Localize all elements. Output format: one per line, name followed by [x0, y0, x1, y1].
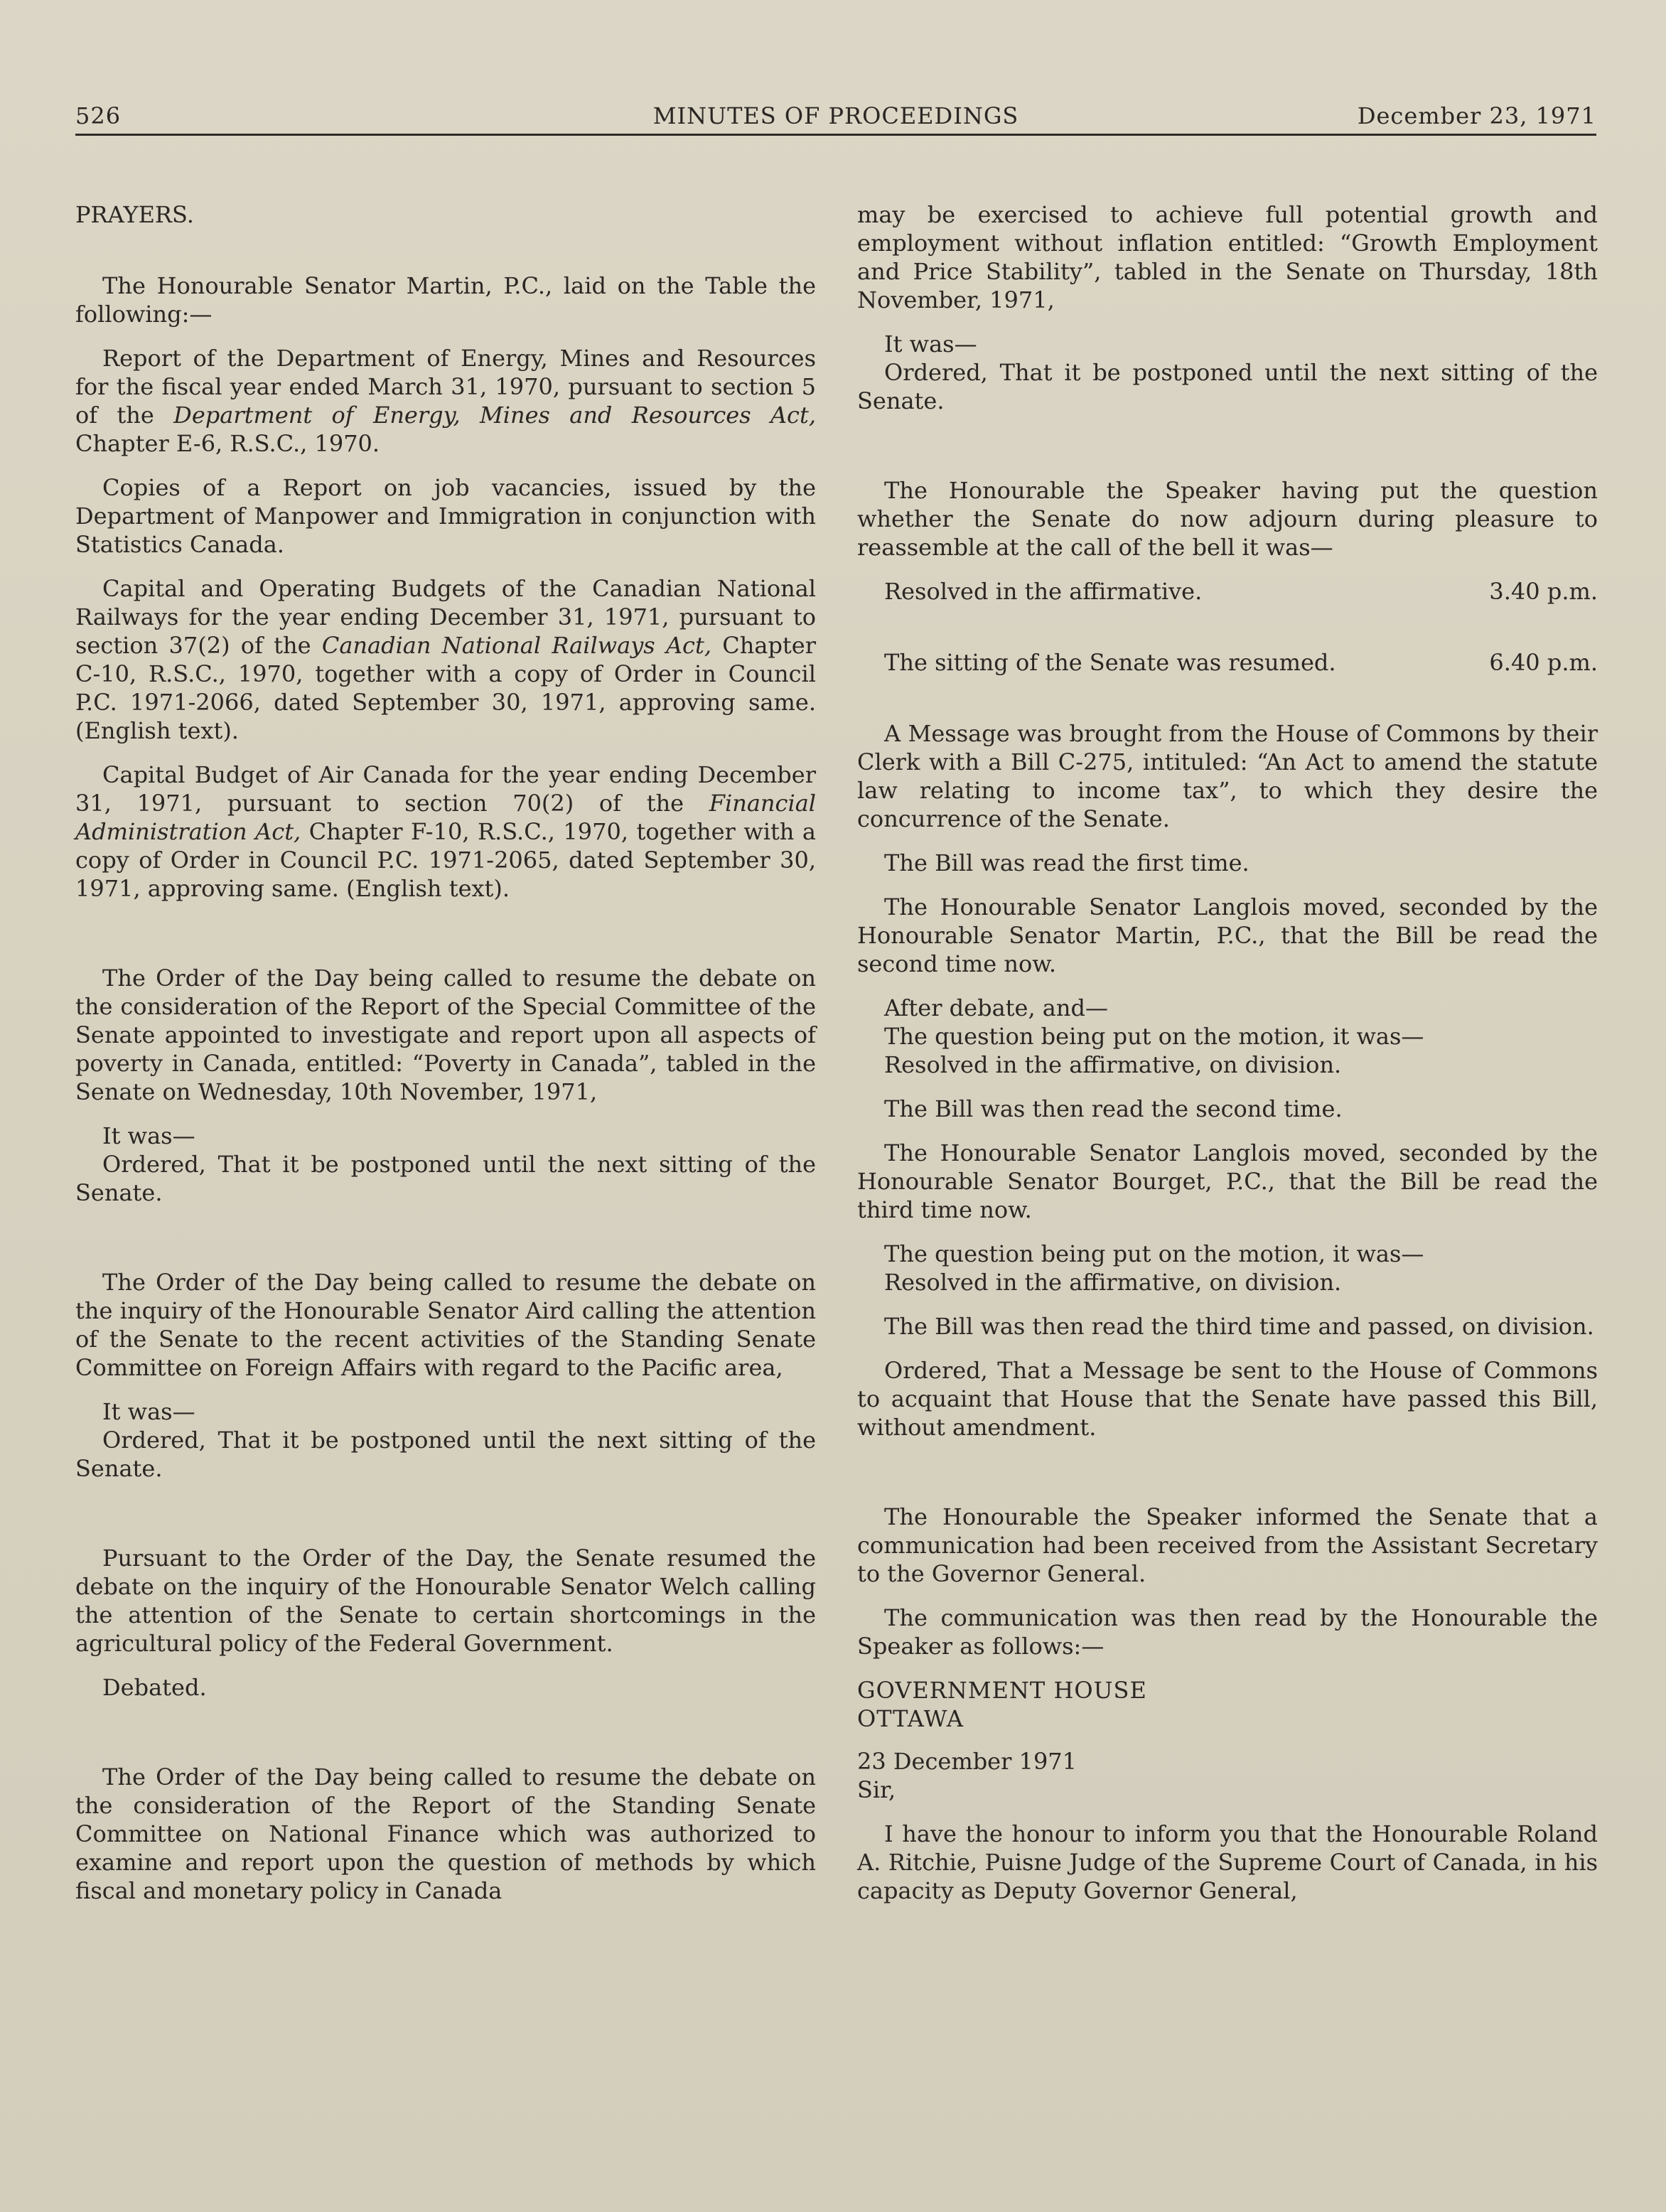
tabled-intro: The Honourable Senator Martin, P.C., laid on the Table the following:—	[75, 272, 816, 328]
order-poverty: The Order of the Day being called to resume the debate on the consideration of the Report of the Special Committee of the Senate appointed to investigate and report upon all aspects of poverty in Canada, entitled: “Poverty in Canada”, tabled in the Senate on Wednesday, 10th November, 1971,	[75, 965, 816, 1105]
report-air-text-b: Chapter F-10, R.S.C., 1970, together with a copy of Order in Council P.C. 1971-2065, dated September 30, 1971, approving same. (English text).	[75, 818, 817, 902]
report-cn-text-a: Capital and Operating Budgets of the Canadian National Railways for the year ending December 31, 1971, pursuant to section 37(2) of the	[75, 575, 816, 659]
letter-heading-ottawa: OTTAWA	[857, 1705, 964, 1732]
report-air-act-title: Financial Administration Act,	[75, 790, 816, 845]
page-number: 526	[75, 102, 122, 129]
report-cn-act-title: Canadian National Railways Act,	[321, 632, 712, 659]
left-column	[75, 200, 816, 1921]
speaker-adjourn: The Honourable the Speaker having put the question whether the Senate do now adjourn during pleasure to reassemble at the call of the bell it was—	[857, 477, 1598, 561]
commons-message: A Message was brought from the House of Commons by their Clerk with a Bill C-275, intituled: “An Act to amend the statute law relating to income tax”, to which they desire the concurrence of the Senate.	[857, 720, 1598, 832]
speaker-informed: The Honourable the Speaker informed the Senate that a communication had been received from the Assistant Secretary to the Governor General.	[857, 1503, 1598, 1587]
report-cn-railways	[75, 574, 816, 745]
order-pacific: The Order of the Day being called to resume the debate on the inquiry of the Honourable Senator Aird calling the attention of the Senate to the recent activities of the Standing Senate Committee on Foreign Affairs with regard to the Pacific area,	[75, 1269, 816, 1381]
question-put-2: The question being put on the motion, it was—	[884, 1240, 1424, 1267]
running-title: MINUTES OF PROCEEDINGS	[652, 102, 1019, 129]
moved-second-reading: The Honourable Senator Langlois moved, seconded by the Honourable Senator Martin, P.C., that the Bill be read the second time now.	[857, 893, 1598, 977]
continued-text: may be exercised to achieve full potential growth and employment without inflation entitled: “Growth Employment and Price Stability”, tabled in the Senate on Thursday, 18th November, 1971,	[857, 201, 1598, 313]
resolved-division-1: Resolved in the affirmative, on division.	[884, 1051, 1342, 1078]
right-column	[857, 200, 1598, 1921]
debated: Debated.	[102, 1674, 207, 1701]
report-energy-text-b: Chapter E-6, R.S.C., 1970.	[75, 430, 380, 457]
order-pacific-it-was: It was—	[102, 1398, 195, 1425]
pursuant-agricultural: Pursuant to the Order of the Day, the Senate resumed the debate on the inquiry of the Honourable Senator Welch calling the attention of the Senate to certain shortcomings in the agricultural policy of the Federal Government.	[75, 1545, 816, 1657]
report-air-canada	[75, 761, 816, 903]
report-energy-mines	[75, 344, 816, 458]
sitting-resumed: The sitting of the Senate was resumed.	[884, 649, 1336, 676]
moved-third-reading: The Honourable Senator Langlois moved, seconded by the Honourable Senator Bourget, P.C., that the Bill be read the third time now.	[857, 1139, 1598, 1223]
resumed-time: 6.40 p.m.	[1489, 649, 1598, 676]
order-poverty-it-was: It was—	[102, 1122, 195, 1149]
prayers-heading: PRAYERS.	[75, 201, 194, 228]
report-cn-text-b: Chapter C-10, R.S.C., 1970, together with a copy of Order in Council P.C. 1971-2066, dated September 30, 1971, approving same. (English text).	[75, 632, 817, 744]
header-date: December 23, 1971	[1357, 102, 1596, 129]
question-put-1: The question being put on the motion, it was—	[884, 1023, 1424, 1050]
after-debate: After debate, and—	[884, 994, 1108, 1021]
letter-body: I have the honour to inform you that the Honourable Roland A. Ritchie, Puisne Judge of the Supreme Court of Canada, in his capacity as Deputy Governor General,	[857, 1820, 1598, 1904]
ordered-postponed: Ordered, That it be postponed until the next sitting of the Senate.	[857, 359, 1598, 414]
letter-date: 23 December 1971	[857, 1748, 1077, 1775]
ordered-message: Ordered, That a Message be sent to the House of Commons to acquaint that House that the Senate have passed this Bill, without amendment.	[857, 1357, 1598, 1441]
order-national-finance: The Order of the Day being called to resume the debate on the consideration of the Report of the Standing Senate Committee on National Finance which was authorized to examine and report upon the question of methods by which fiscal and monetary policy in Canada	[75, 1763, 816, 1904]
letter-heading-government-house: GOVERNMENT HOUSE	[857, 1677, 1147, 1704]
resolved-division-2: Resolved in the affirmative, on division.	[884, 1269, 1342, 1296]
resumed-line	[857, 648, 1598, 677]
communication-read: The communication was then read by the Honourable the Speaker as follows:—	[857, 1604, 1598, 1660]
report-air-text-a: Capital Budget of Air Canada for the year ending December 31, 1971, pursuant to section 70(2) of the	[75, 761, 816, 817]
order-poverty-ordered: Ordered, That it be postponed until the next sitting of the Senate.	[75, 1151, 816, 1206]
resolved-time: 3.40 p.m.	[1489, 578, 1598, 605]
resolved-affirmative: Resolved in the affirmative.	[884, 578, 1203, 605]
report-energy-act-title: Department of Energy, Mines and Resources Act,	[173, 402, 817, 429]
report-energy-text-a: Report of the Department of Energy, Mines and Resources for the fiscal year ended March 31, 1970, pursuant to section 5 of the	[75, 345, 816, 429]
second-reading: The Bill was then read the second time.	[884, 1095, 1343, 1122]
third-reading: The Bill was then read the third time and passed, on division.	[884, 1313, 1594, 1340]
resolved-line	[857, 577, 1598, 606]
letter-salutation: Sir,	[857, 1776, 896, 1803]
page-header	[75, 98, 1596, 136]
first-reading: The Bill was read the first time.	[884, 849, 1250, 876]
it-was: It was—	[884, 331, 977, 358]
report-job-vacancies: Copies of a Report on job vacancies, issued by the Department of Manpower and Immigration in conjunction with Statistics Canada.	[75, 474, 816, 558]
order-pacific-ordered: Ordered, That it be postponed until the next sitting of the Senate.	[75, 1427, 816, 1482]
